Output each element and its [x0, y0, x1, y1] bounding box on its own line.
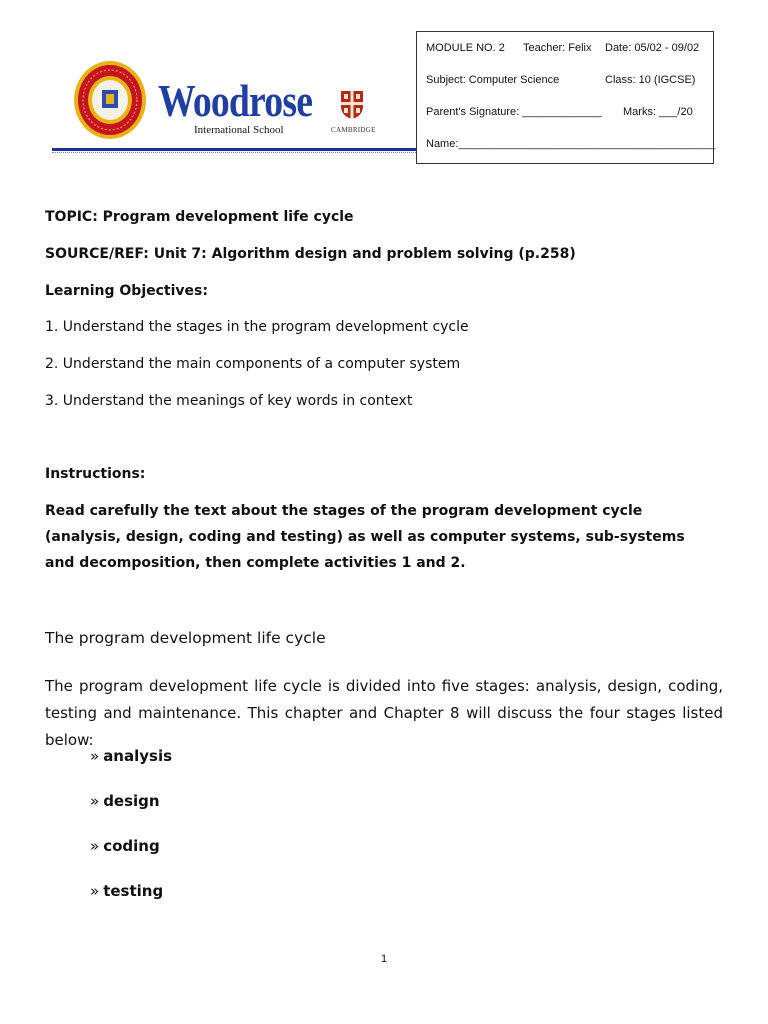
cambridge-label: CAMBRIDGE [331, 126, 376, 134]
section-heading: The program development life cycle [45, 629, 326, 647]
bullet-marker: » [90, 792, 100, 810]
stage-list-item [90, 837, 160, 855]
source-line: SOURCE/REF: Unit 7: Algorithm design and problem solving (p.258) [45, 246, 576, 262]
stage-list-item [90, 792, 160, 810]
module-dates: Date: 05/02 - 09/02 [605, 42, 700, 54]
student-name-field: Name:__________________________________________ [426, 138, 716, 150]
stage-label: analysis [103, 747, 173, 765]
topic-line: TOPIC: Program development life cycle [45, 209, 354, 225]
header-rule-dotted [52, 152, 416, 154]
school-wordmark: Woodrose [158, 75, 313, 126]
school-crest-icon [72, 60, 148, 140]
objective-item: 3. Understand the meanings of key words in context [45, 393, 413, 409]
subject-label: Subject: Computer Science [426, 74, 560, 86]
bullet-marker: » [90, 747, 100, 765]
stage-label: coding [103, 837, 160, 855]
marks-field: Marks: ___/20 [623, 106, 693, 118]
stage-list-item [90, 882, 163, 900]
instructions-text: Read carefully the text about the stages of the program development cycle (analysis, design, coding and testing) as well as computer systems, sub-systems and decomposition, then complete activities 1 and 2. [45, 503, 685, 571]
bullet-marker: » [90, 837, 100, 855]
stage-label: testing [103, 882, 164, 900]
stage-list-item [90, 747, 172, 765]
instructions-heading: Instructions: [45, 466, 146, 482]
class-label: Class: 10 (IGCSE) [605, 74, 696, 86]
stage-label: design [103, 792, 160, 810]
objective-item: 2. Understand the main components of a computer system [45, 356, 461, 372]
cambridge-shield-icon [340, 90, 364, 120]
parent-signature-field: Parent's Signature: _____________ [426, 106, 602, 118]
module-info-box [416, 31, 714, 164]
page-number: 1 [380, 953, 388, 965]
objectives-heading: Learning Objectives: [45, 283, 208, 299]
header-rule [52, 148, 416, 151]
objective-item: 1. Understand the stages in the program development cycle [45, 319, 469, 335]
teacher-name: Teacher: Felix [523, 42, 592, 54]
module-number: MODULE NO. 2 [426, 42, 505, 54]
section-paragraph: The program development life cycle is divided into five stages: analysis, design, coding, testing and maintenance. This chapter and Chapter 8 will discuss the four stages listed below: [45, 677, 723, 749]
school-subtitle: International School [194, 124, 284, 136]
bullet-marker: » [90, 882, 100, 900]
